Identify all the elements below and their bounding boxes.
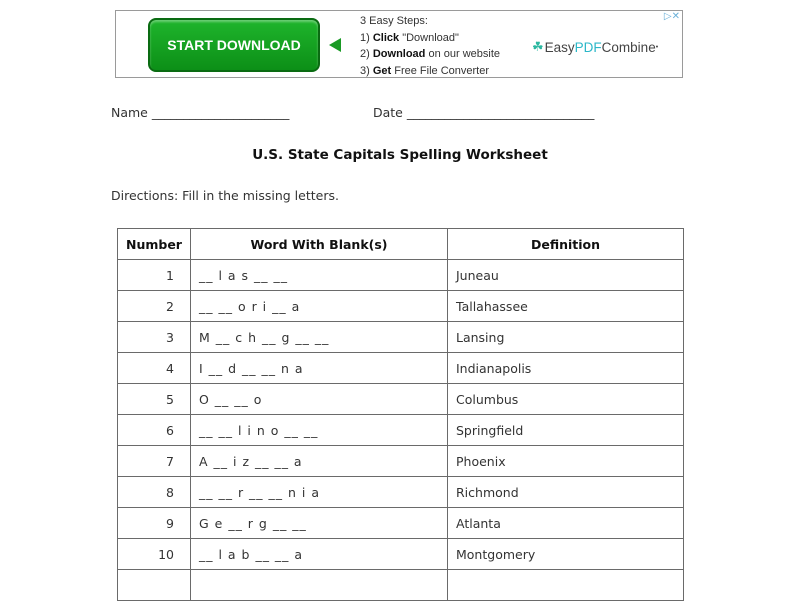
row-definition: Springfield: [448, 415, 684, 446]
row-definition: Indianapolis: [448, 353, 684, 384]
ad-steps-title: 3 Easy Steps:: [360, 15, 428, 27]
row-definition: [448, 570, 684, 601]
logo-part-easy: Easy: [544, 39, 575, 55]
ad-choices-close-icon[interactable]: ▷✕: [663, 11, 680, 22]
table-row: [118, 384, 684, 415]
ad-step-2: [360, 46, 500, 63]
start-download-button[interactable]: START DOWNLOAD: [148, 18, 320, 72]
name-field-label: Name ______________________: [111, 105, 290, 120]
row-number: 5: [118, 384, 191, 415]
ad-steps: [360, 13, 500, 79]
table-row: [118, 477, 684, 508]
table-row: [118, 539, 684, 570]
row-definition: Montgomery: [448, 539, 684, 570]
row-number: [118, 570, 191, 601]
row-definition: Richmond: [448, 477, 684, 508]
arrow-left-icon: [329, 38, 341, 52]
row-word: __ __ l i n o __ __: [191, 415, 448, 446]
row-word: O __ __ o: [191, 384, 448, 415]
ad-step-3: [360, 63, 500, 80]
table-header-row: [118, 229, 684, 260]
ad-step-1: [360, 30, 500, 47]
row-number: 6: [118, 415, 191, 446]
row-number: 8: [118, 477, 191, 508]
header-definition: Definition: [448, 229, 684, 260]
header-word: Word With Blank(s): [191, 229, 448, 260]
row-definition: Tallahassee: [448, 291, 684, 322]
logo-part-combine: Combine: [601, 39, 656, 55]
row-word: __ l a b __ __ a: [191, 539, 448, 570]
row-word: I __ d __ __ n a: [191, 353, 448, 384]
step-bold: Download: [372, 48, 426, 60]
row-word: [191, 570, 448, 601]
row-definition: Atlanta: [448, 508, 684, 539]
row-word: __ l a s __ __: [191, 260, 448, 291]
trademark-icon: •: [655, 43, 659, 51]
row-number: 10: [118, 539, 191, 570]
row-number: 3: [118, 322, 191, 353]
step-rest: "Download": [399, 31, 459, 44]
leaf-logo-icon: ☘: [532, 39, 544, 54]
ad-banner[interactable]: [115, 10, 683, 78]
table-row: [118, 353, 684, 384]
row-number: 9: [118, 508, 191, 539]
row-number: 2: [118, 291, 191, 322]
step-prefix: 2): [360, 48, 373, 60]
step-prefix: 1): [360, 31, 373, 44]
row-word: __ __ r __ __ n i a: [191, 477, 448, 508]
row-definition: Phoenix: [448, 446, 684, 477]
easypdfcombine-logo[interactable]: [532, 39, 658, 55]
table-row: [118, 446, 684, 477]
row-word: A __ i z __ __ a: [191, 446, 448, 477]
spelling-table: [117, 228, 684, 601]
logo-part-pdf: PDF: [574, 39, 602, 55]
table-row: [118, 322, 684, 353]
row-number: 7: [118, 446, 191, 477]
step-prefix: 3): [360, 64, 373, 77]
step-rest: Free File Converter: [391, 64, 489, 77]
header-number: Number: [118, 229, 191, 260]
row-number: 1: [118, 260, 191, 291]
table-row: [118, 415, 684, 446]
table-row: [118, 570, 684, 601]
row-word: M __ c h __ g __ __: [191, 322, 448, 353]
table-row: [118, 508, 684, 539]
table-row: [118, 291, 684, 322]
row-number: 4: [118, 353, 191, 384]
row-definition: Lansing: [448, 322, 684, 353]
date-field-label: Date ______________________________: [373, 105, 595, 120]
table-row: [118, 260, 684, 291]
row-definition: Columbus: [448, 384, 684, 415]
step-bold: Get: [372, 64, 392, 77]
step-rest: on our website: [425, 48, 501, 60]
worksheet-title: U.S. State Capitals Spelling Worksheet: [252, 147, 548, 163]
row-word: G e __ r g __ __: [191, 508, 448, 539]
row-word: __ __ o r i __ a: [191, 291, 448, 322]
row-definition: Juneau: [448, 260, 684, 291]
directions-text: Directions: Fill in the missing letters.: [111, 188, 339, 203]
step-bold: Click: [372, 31, 400, 44]
